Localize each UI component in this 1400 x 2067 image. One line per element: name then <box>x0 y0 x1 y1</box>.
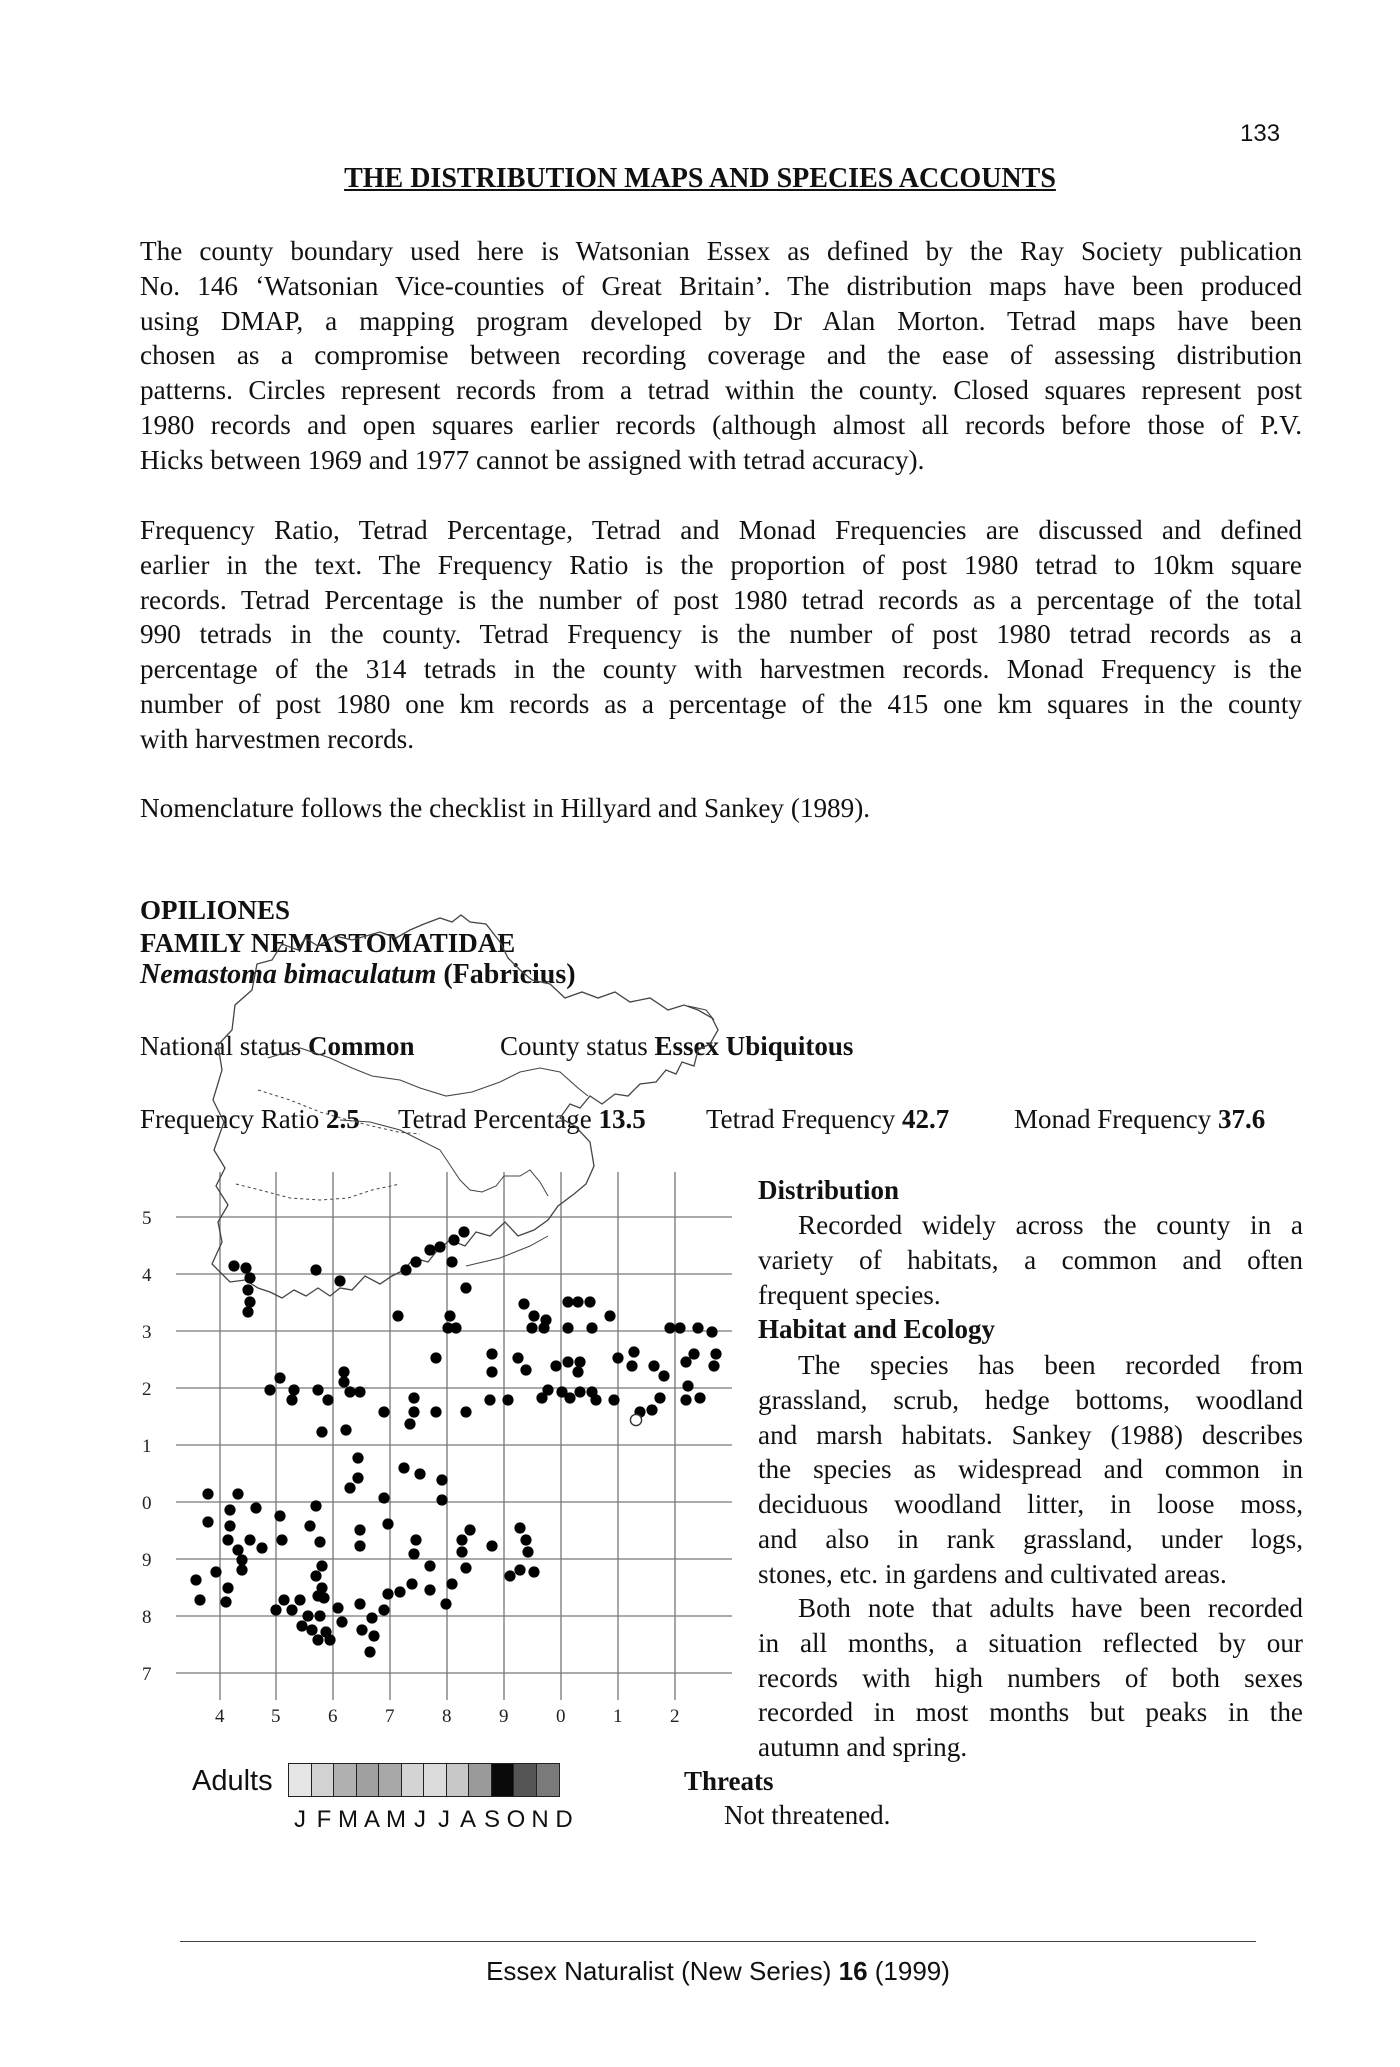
text-line: Recorded widely across the county in a <box>798 1210 1303 1240</box>
footer-rule <box>180 1941 1256 1942</box>
record-dot <box>256 1542 267 1553</box>
record-dot <box>410 1256 421 1267</box>
family-heading: FAMILY NEMASTOMATIDAE <box>140 928 516 958</box>
record-dot <box>322 1394 333 1405</box>
phenology-month-cell <box>447 1764 470 1796</box>
record-dot <box>458 1226 469 1237</box>
phenology-month-cell <box>492 1764 515 1796</box>
record-dot <box>574 1356 585 1367</box>
record-dot <box>512 1352 523 1363</box>
record-dot <box>242 1284 253 1295</box>
record-dot <box>400 1264 411 1275</box>
record-dot <box>354 1524 365 1535</box>
record-dot <box>286 1394 297 1405</box>
phenology-month-cell <box>469 1764 492 1796</box>
tetrad-percentage: Tetrad Percentage 13.5 <box>398 1104 646 1134</box>
record-dot <box>584 1296 595 1307</box>
record-dot <box>424 1584 435 1595</box>
record-dot <box>274 1372 285 1383</box>
habitat-text-2 <box>758 1591 1303 1765</box>
record-dot <box>378 1604 389 1615</box>
record-dot <box>304 1520 315 1531</box>
phenology-months <box>288 1806 576 1834</box>
record-dot <box>236 1554 247 1565</box>
text-line: frequent species. <box>758 1279 941 1310</box>
record-dot <box>378 1492 389 1503</box>
phenology-month-label: D <box>555 1806 573 1833</box>
record-dot <box>460 1406 471 1417</box>
record-dot <box>250 1502 261 1513</box>
record-dot <box>316 1426 327 1437</box>
text-line: Hicks between 1969 and 1977 cannot be assigned with tetrad accuracy). <box>140 444 925 475</box>
text-line: No. 146 ‘Watsonian Vice-counties of Great Britain’. The distribution maps have been produced <box>140 270 1302 301</box>
record-dot <box>366 1612 377 1623</box>
record-dot <box>344 1482 355 1493</box>
record-dot <box>628 1346 639 1357</box>
map-y-label: 8 <box>142 1607 152 1628</box>
record-dot <box>392 1310 403 1321</box>
record-dot <box>464 1524 475 1535</box>
record-dot <box>278 1594 289 1605</box>
record-dot <box>310 1264 321 1275</box>
record-dot <box>440 1598 451 1609</box>
record-dot <box>518 1298 529 1309</box>
threats-text: Not threatened. <box>724 1800 891 1830</box>
phenology-month-label: J <box>294 1806 306 1833</box>
record-dot <box>444 1310 455 1321</box>
phenology-label: Adults <box>192 1765 273 1797</box>
record-dot <box>404 1418 415 1429</box>
record-dot <box>502 1394 513 1405</box>
text-line: in all months, a situation reflected by our <box>758 1627 1303 1658</box>
record-dot <box>244 1534 255 1545</box>
record-dot <box>430 1406 441 1417</box>
text-line: patterns. Circles represent records from a tetrad within the county. Closed squares represent post <box>140 375 1302 406</box>
text-line: The county boundary used here is Watsonian Essex as defined by the Ray Society publication <box>140 236 1302 266</box>
phenology-month-cell <box>514 1764 537 1796</box>
record-dot <box>646 1404 657 1415</box>
record-dot <box>520 1534 531 1545</box>
phenology-month-cell <box>289 1764 312 1796</box>
map-grid <box>176 1172 732 1700</box>
record-dot <box>434 1241 445 1252</box>
record-dot <box>550 1360 561 1371</box>
record-dot <box>590 1394 601 1405</box>
species-heading: Nemastoma bimaculatum (Fabricius) <box>140 959 576 990</box>
phenology-month-cell <box>537 1764 560 1796</box>
distribution-heading: Distribution <box>758 1175 900 1205</box>
record-dot <box>368 1630 379 1641</box>
record-dot <box>316 1560 327 1571</box>
record-dot <box>220 1596 231 1607</box>
national-status: National status Common <box>140 1031 415 1061</box>
record-dot <box>228 1260 239 1271</box>
record-dot <box>324 1634 335 1645</box>
record-dot <box>460 1562 471 1573</box>
distribution-map <box>0 0 760 1740</box>
text-line: records. Tetrad Percentage is the number of post 1980 tetrad records as a percentage of the total <box>140 584 1302 615</box>
record-dot <box>364 1646 375 1657</box>
record-dot <box>314 1610 325 1621</box>
record-dot <box>398 1462 409 1473</box>
record-dot <box>448 1234 459 1245</box>
record-dot <box>456 1546 467 1557</box>
text-line: 990 tetrads in the county. Tetrad Frequency is the number of post 1980 tetrad records as a <box>140 619 1302 650</box>
record-dot <box>694 1392 705 1403</box>
record-dot <box>612 1352 623 1363</box>
phenology-month-cell <box>312 1764 335 1796</box>
record-dot <box>202 1488 213 1499</box>
county-status: County status Essex Ubiquitous <box>500 1031 854 1061</box>
record-dot <box>312 1590 323 1601</box>
record-dot <box>274 1510 285 1521</box>
record-dot <box>232 1488 243 1499</box>
record-dot <box>394 1586 405 1597</box>
map-y-label: 7 <box>142 1664 152 1685</box>
record-dot <box>514 1564 525 1575</box>
record-dot <box>194 1594 205 1605</box>
map-x-label: 6 <box>328 1706 338 1727</box>
record-dot <box>296 1620 307 1631</box>
record-dot <box>688 1348 699 1359</box>
phenology-month-label: A <box>459 1806 476 1833</box>
phenology-month-label: O <box>506 1806 526 1833</box>
text-line: and marsh habitats. Sankey (1988) describes <box>758 1419 1303 1450</box>
record-dot <box>608 1394 619 1405</box>
record-dot <box>338 1376 349 1387</box>
record-dot <box>692 1322 703 1333</box>
text-line: grassland, scrub, hedge bottoms, woodland <box>758 1384 1303 1415</box>
text-line: records with high numbers of both sexes <box>758 1662 1303 1693</box>
record-dot <box>236 1564 247 1575</box>
record-dot <box>680 1356 691 1367</box>
record-dot <box>486 1348 497 1359</box>
habitat-heading: Habitat and Ecology <box>758 1314 996 1344</box>
text-line: Frequency Ratio, Tetrad Percentage, Tetrad and Monad Frequencies are discussed and defined <box>140 515 1302 545</box>
record-dot <box>710 1348 721 1359</box>
text-line: deciduous woodland litter, in loose moss, <box>758 1489 1303 1520</box>
text-line: number of post 1980 one km records as a percentage of the 415 one km squares in the county <box>140 688 1302 719</box>
record-dot <box>224 1520 235 1531</box>
map-x-label: 0 <box>556 1706 566 1727</box>
record-dot <box>408 1392 419 1403</box>
record-dots <box>190 1226 721 1657</box>
record-dot <box>538 1322 549 1333</box>
record-dot <box>286 1604 297 1615</box>
text-line: percentage of the 314 tetrads in the county with harvestmen records. Monad Frequency is the <box>140 654 1302 685</box>
text-line: earlier in the text. The Frequency Ratio is the proportion of post 1980 tetrad to 10km square <box>140 549 1302 580</box>
map-y-label: 5 <box>142 1208 152 1229</box>
record-dot <box>302 1610 313 1621</box>
record-dot <box>338 1366 349 1377</box>
record-dot <box>514 1522 525 1533</box>
record-dot <box>562 1322 573 1333</box>
page-number: 133 <box>1240 120 1281 147</box>
phenology-bar <box>288 1763 560 1797</box>
intro-paragraph-3: Nomenclature follows the checklist in Hillyard and Sankey (1989). <box>140 793 871 823</box>
phenology-month-cell <box>424 1764 447 1796</box>
record-dot <box>446 1578 457 1589</box>
record-dot <box>406 1578 417 1589</box>
map-y-label: 3 <box>142 1322 152 1343</box>
record-dot <box>522 1546 533 1557</box>
record-dot <box>460 1282 471 1293</box>
record-dot <box>424 1560 435 1571</box>
record-dot <box>312 1384 323 1395</box>
record-dot <box>486 1540 497 1551</box>
phenology-month-label: J <box>414 1806 426 1833</box>
record-dot <box>430 1352 441 1363</box>
map-x-label: 7 <box>385 1706 395 1727</box>
record-dot <box>224 1504 235 1515</box>
phenology-month-cell <box>334 1764 357 1796</box>
order-heading: OPILIONES <box>140 895 291 925</box>
record-dot <box>354 1386 365 1397</box>
map-y-label: 2 <box>142 1379 152 1400</box>
record-dot <box>310 1570 321 1581</box>
map-x-label: 4 <box>215 1706 225 1727</box>
record-dot <box>542 1384 553 1395</box>
map-y-label: 9 <box>142 1550 152 1571</box>
record-dot <box>436 1474 447 1485</box>
record-dot <box>486 1366 497 1377</box>
record-dot <box>288 1384 299 1395</box>
map-x-label: 5 <box>271 1706 281 1727</box>
record-dot <box>332 1602 343 1613</box>
record-dot <box>682 1380 693 1391</box>
phenology-month-label: F <box>316 1806 332 1833</box>
record-dot <box>344 1386 355 1397</box>
map-y-label: 1 <box>142 1436 152 1457</box>
page-title: THE DISTRIBUTION MAPS AND SPECIES ACCOUNTS <box>344 163 1056 194</box>
record-dot <box>520 1364 531 1375</box>
record-dot <box>410 1534 421 1545</box>
phenology-month-label: S <box>483 1806 500 1833</box>
map-x-label: 9 <box>499 1706 509 1727</box>
monad-frequency: Monad Frequency 37.6 <box>1014 1104 1266 1134</box>
habitat-text-1 <box>758 1348 1303 1592</box>
record-dot <box>574 1386 585 1397</box>
record-dot <box>242 1306 253 1317</box>
phenology-month-label: A <box>363 1806 380 1833</box>
tetrad-frequency: Tetrad Frequency 42.7 <box>706 1104 950 1134</box>
record-dot <box>706 1326 717 1337</box>
record-dot <box>312 1634 323 1645</box>
text-line: Both note that adults have been recorded <box>798 1593 1303 1623</box>
text-line: and also in rank grassland, under logs, <box>758 1523 1303 1554</box>
record-dot <box>240 1262 251 1273</box>
text-line: recorded in most months but peaks in the <box>758 1697 1303 1728</box>
record-dot <box>562 1296 573 1307</box>
record-dot <box>484 1394 495 1405</box>
text-line: the species as widespread and common in <box>758 1454 1303 1485</box>
record-dot <box>382 1518 393 1529</box>
phenology-month-label: M <box>338 1806 358 1833</box>
record-dot <box>456 1534 467 1545</box>
record-dot <box>436 1494 447 1505</box>
record-dot <box>334 1275 345 1286</box>
record-dot <box>294 1594 305 1605</box>
record-dot <box>378 1406 389 1417</box>
record-dot <box>528 1310 539 1321</box>
record-dot <box>674 1322 685 1333</box>
text-line: chosen as a compromise between recording coverage and the ease of assessing distribution <box>140 340 1302 371</box>
record-dot <box>222 1582 233 1593</box>
phenology-month-label: J <box>438 1806 450 1833</box>
record-dot <box>354 1598 365 1609</box>
record-dot <box>504 1570 515 1581</box>
record-dot <box>654 1392 665 1403</box>
text-line: using DMAP, a mapping program developed by Dr Alan Morton. Tetrad maps have been <box>140 305 1302 336</box>
record-dot <box>528 1566 539 1577</box>
record-dot <box>276 1534 287 1545</box>
county-boundary <box>212 915 718 1298</box>
record-dot <box>424 1244 435 1255</box>
record-dot <box>264 1384 275 1395</box>
record-dot <box>202 1516 213 1527</box>
record-dot <box>352 1452 363 1463</box>
record-dot <box>586 1322 597 1333</box>
text-line: stones, etc. in gardens and cultivated areas. <box>758 1558 1227 1589</box>
map-x-label: 8 <box>442 1706 452 1727</box>
phenology-month-cell <box>379 1764 402 1796</box>
open-record-dot <box>630 1414 641 1425</box>
record-dot <box>222 1534 233 1545</box>
record-dot <box>562 1356 573 1367</box>
record-dot <box>408 1406 419 1417</box>
map-x-label: 2 <box>670 1706 680 1727</box>
record-dot <box>664 1322 675 1333</box>
record-dot <box>408 1548 419 1559</box>
record-dot <box>244 1296 255 1307</box>
record-dot <box>336 1616 347 1627</box>
record-dot <box>446 1256 457 1267</box>
record-dot <box>658 1370 669 1381</box>
record-dot <box>210 1566 221 1577</box>
record-dot <box>306 1624 317 1635</box>
record-dot <box>310 1500 321 1511</box>
map-axis-labels <box>142 1208 680 1727</box>
map-y-label: 0 <box>142 1493 152 1514</box>
text-line: autumn and spring. <box>758 1732 968 1763</box>
footer: Essex Naturalist (New Series) 16 (1999) <box>486 1956 950 1986</box>
text-line: The species has been recorded from <box>798 1350 1303 1380</box>
record-dot <box>604 1310 615 1321</box>
record-dot <box>382 1588 393 1599</box>
phenology-month-cell <box>357 1764 380 1796</box>
record-dot <box>190 1574 201 1585</box>
threats-heading: Threats <box>684 1766 774 1796</box>
map-x-label: 1 <box>613 1706 623 1727</box>
record-dot <box>356 1624 367 1635</box>
text-line: with harvestmen records. <box>140 723 415 754</box>
distribution-text <box>758 1208 1303 1312</box>
record-dot <box>708 1360 719 1371</box>
record-dot <box>572 1296 583 1307</box>
text-line: variety of habitats, a common and often <box>758 1244 1303 1275</box>
record-dot <box>232 1544 243 1555</box>
record-dot <box>450 1322 461 1333</box>
record-dot <box>314 1536 325 1547</box>
record-dot <box>354 1540 365 1551</box>
phenology-month-label: N <box>531 1806 549 1833</box>
text-line: 1980 records and open squares earlier records (although almost all records before those of P.V. <box>140 409 1302 440</box>
record-dot <box>414 1468 425 1479</box>
phenology-month-label: M <box>386 1806 406 1833</box>
record-dot <box>680 1394 691 1405</box>
record-dot <box>626 1360 637 1371</box>
record-dot <box>340 1424 351 1435</box>
map-y-label: 4 <box>142 1265 152 1286</box>
record-dot <box>244 1272 255 1283</box>
phenology-month-cell <box>402 1764 425 1796</box>
record-dot <box>270 1604 281 1615</box>
record-dot <box>572 1366 583 1377</box>
record-dot <box>564 1392 575 1403</box>
frequency-ratio: Frequency Ratio 2.5 <box>140 1104 360 1134</box>
record-dot <box>526 1322 537 1333</box>
record-dot <box>352 1472 363 1483</box>
record-dot <box>648 1360 659 1371</box>
